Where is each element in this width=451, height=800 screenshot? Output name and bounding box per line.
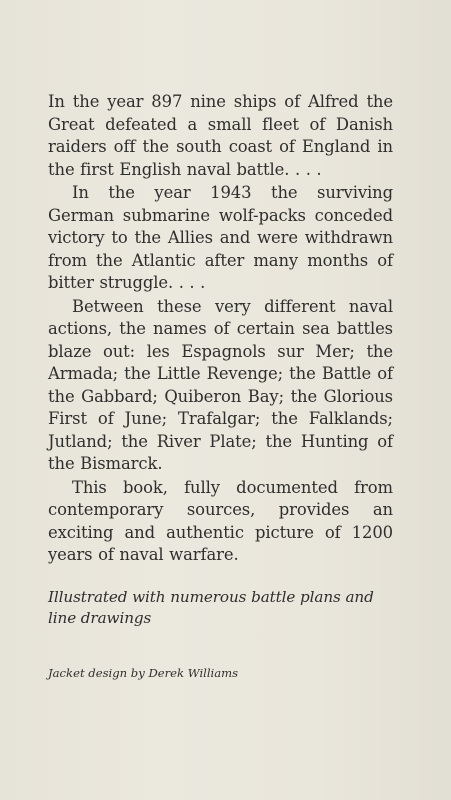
jacket-design-credit: Jacket design by Derek Williams <box>48 666 239 680</box>
blurb-paragraph-4: This book, fully documented from contemporary sources, provides an exciting and authentic picture of 1200 years of naval warfare. <box>48 477 393 564</box>
illustrations-note: Illustrated with numerous battle plans and line drawings <box>48 588 374 627</box>
jacket-blurb <box>48 91 393 567</box>
blurb-paragraph-1: In the year 897 nine ships of Alfred the Great defeated a small fleet of Danish raiders off the south coast of England in the first English naval battle. . . . <box>48 92 393 179</box>
blurb-paragraph-3: Between these very different naval actions, the names of certain sea battles blaze out: les Espagnols sur Mer; the Armada; the Little Revenge; the Battle of the Gabbard; Quiberon Bay; the Glorious First of June; Trafalgar; the Falklands; Jutland; the River Plate; the Hunting of the Bismarck. <box>48 296 393 473</box>
blurb-paragraph-2: In the year 1943 the surviving German submarine wolf-packs conceded victory to the Allies and were withdrawn from the Atlantic after many months of bitter struggle. . . . <box>48 183 393 292</box>
